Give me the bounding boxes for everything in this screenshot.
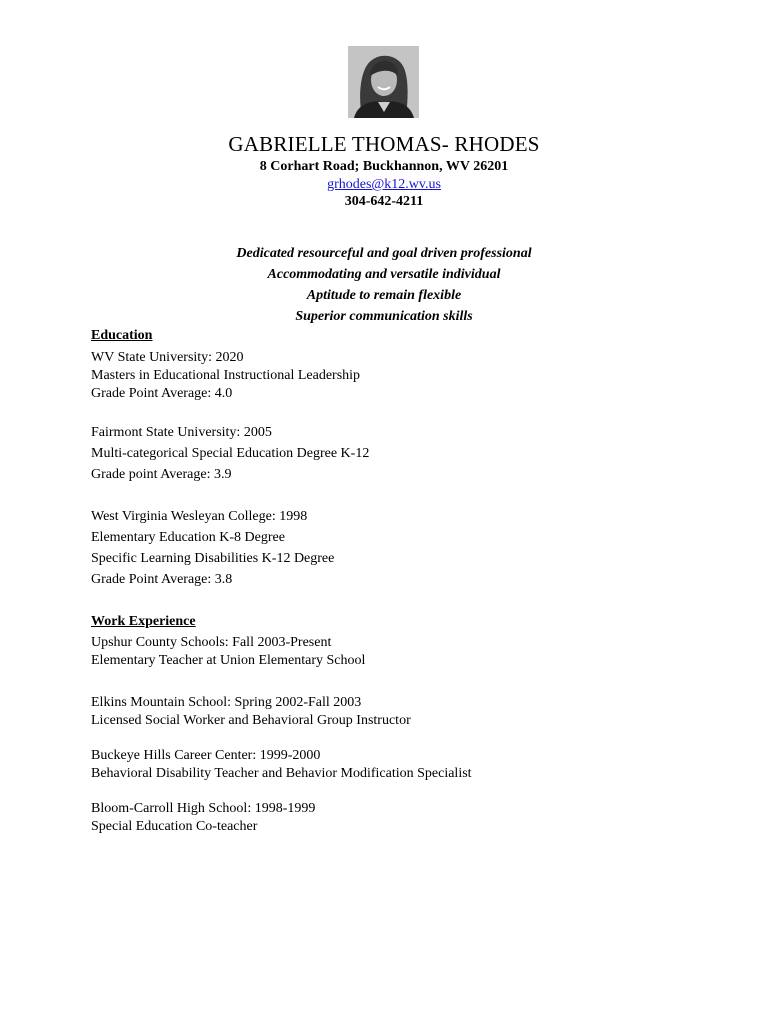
tagline: Superior communication skills — [295, 309, 473, 324]
profile-photo — [348, 46, 419, 118]
portrait-image — [348, 46, 419, 118]
education-line: Elementary Education K-8 Degree — [91, 530, 285, 545]
work-line: Licensed Social Worker and Behavioral Group Instructor — [91, 713, 411, 728]
work-line: Elementary Teacher at Union Elementary School — [91, 653, 366, 668]
education-line: Grade Point Average: 4.0 — [91, 386, 233, 401]
education-line: West Virginia Wesleyan College: 1998 — [91, 509, 308, 524]
work-line: Bloom-Carroll High School: 1998-1999 — [91, 801, 316, 816]
phone-number: 304-642-4211 — [344, 194, 424, 209]
work-line: Elkins Mountain School: Spring 2002-Fall 2003 — [91, 695, 362, 710]
tagline: Dedicated resourceful and goal driven professional — [236, 246, 532, 261]
education-line: Specific Learning Disabilities K-12 Degree — [91, 551, 335, 566]
tagline: Accommodating and versatile individual — [267, 267, 501, 282]
education-line: Fairmont State University: 2005 — [91, 425, 272, 440]
education-line: WV State University: 2020 — [91, 350, 244, 365]
address: 8 Corhart Road; Buckhannon, WV 26201 — [259, 159, 509, 174]
email-link[interactable]: grhodes@k12.wv.us — [327, 177, 441, 192]
work-line: Behavioral Disability Teacher and Behavior Modification Specialist — [91, 766, 472, 781]
work-experience-heading: Work Experience — [91, 614, 196, 629]
tagline: Aptitude to remain flexible — [306, 288, 462, 303]
work-line: Special Education Co-teacher — [91, 819, 258, 834]
education-line: Masters in Educational Instructional Leadership — [91, 368, 361, 383]
education-line: Grade Point Average: 3.8 — [91, 572, 233, 587]
work-line: Upshur County Schools: Fall 2003-Present — [91, 635, 332, 650]
education-heading: Education — [91, 328, 153, 343]
education-line: Grade point Average: 3.9 — [91, 467, 232, 482]
education-line: Multi-categorical Special Education Degree K-12 — [91, 446, 370, 461]
work-line: Buckeye Hills Career Center: 1999-2000 — [91, 748, 321, 763]
resume-name: GABRIELLE THOMAS- RHODES — [228, 132, 540, 156]
